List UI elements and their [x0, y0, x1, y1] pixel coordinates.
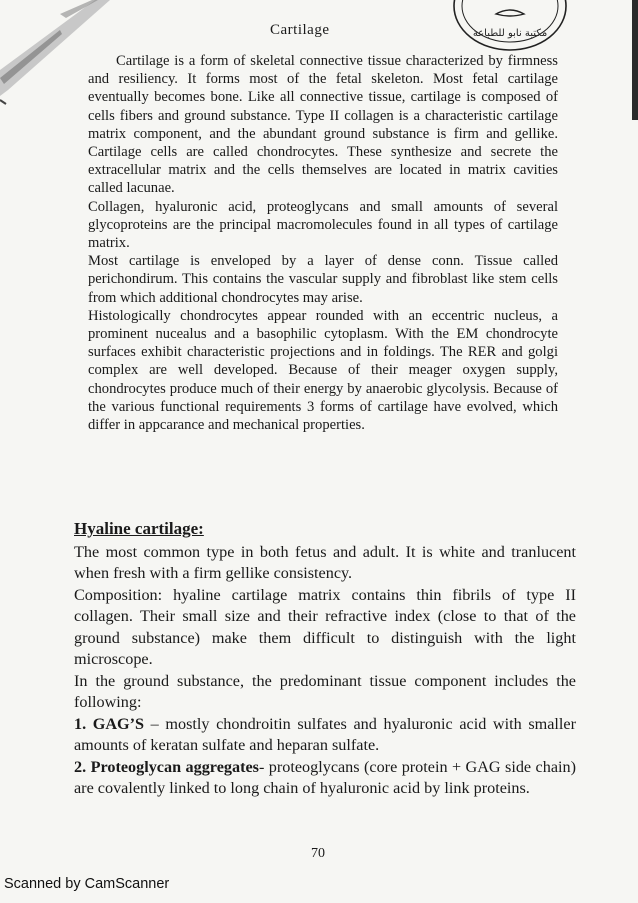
intro-paragraph-2: Collagen, hyaluronic acid, proteoglycans and small amounts of several glycoproteins are the principal macromolecules found in all types of cartilage matrix.: [88, 198, 558, 252]
list-item-text: - proteoglycans (core protein + GAG side chain) are covalently linked to long chain of hyaluronic acid by link proteins.: [74, 757, 576, 797]
svg-text:مكتبة نابو للطباعة: مكتبة نابو للطباعة: [472, 28, 548, 39]
intro-paragraph-1: Cartilage is a form of skeletal connective tissue characterized by firmness and resiliency. It forms most of the fetal skeleton. Most fetal cartilage eventually becomes bone. Like all connective tissue, cartilage is composed of cells fibers and ground substance. Type II collagen is a characteristic cartilage matrix component, and the abundant ground substance is firm and gellike. Cartilage cells are called chondrocytes. These synthesize and secrete the extracellular matrix and the cells themselves are located in matrix cavities called lacunae.: [88, 53, 558, 197]
list-item-text: – mostly chondroitin sulfates and hyaluronic acid with smaller amounts of keratan sulfate and heparan sulfate.: [74, 714, 576, 754]
hyaline-section: [74, 518, 576, 800]
page-number: 70: [311, 846, 325, 861]
list-item-label: 1. GAG’S: [74, 714, 145, 733]
hyaline-paragraph-2: Composition: hyaline cartilage matrix contains thin fibrils of type II collagen. Their small size and their refractive index (close to that of the ground substance) make them difficult to distinguish with the light microscope.: [74, 585, 576, 668]
page-title: Cartilage: [270, 22, 330, 38]
intro-paragraph-3: Most cartilage is enveloped by a layer of dense conn. Tissue called perichondirum. This contains the vascular supply and fibroblast like stem cells from which additional chondrocytes may arise.: [88, 253, 558, 306]
library-stamp: [450, 0, 570, 56]
list-item: [74, 714, 576, 757]
hyaline-paragraph-1: The most common type in both fetus and adult. It is white and tranlucent when fresh with a firm gellike consistency.: [74, 542, 576, 582]
list-item: [74, 757, 576, 800]
scan-right-edge: [632, 0, 638, 120]
hyaline-paragraph-3: In the ground substance, the predominant tissue component includes the following:: [74, 671, 576, 711]
intro-paragraph-4: Histologically chondrocytes appear rounded with an eccentric nucleus, a prominent nucealus and a basophilic cytoplasm. With the EM chondrocyte surfaces exhibit characteristic projections and in foldings. The RER and golgi complex are well developed. Because of their meager oxygen supply, chondrocytes produce much of their energy by anaerobic glycolysis. Because of the various functional requirements 3 forms of cartilage have evolved, which differ in appcarance and mechanical properties.: [88, 307, 558, 434]
section-heading: Hyaline cartilage:: [74, 519, 204, 538]
scanner-watermark: Scanned by CamScanner: [4, 876, 170, 892]
list-item-label: 2. Proteoglycan aggregates: [74, 757, 259, 776]
intro-section: [88, 52, 558, 434]
